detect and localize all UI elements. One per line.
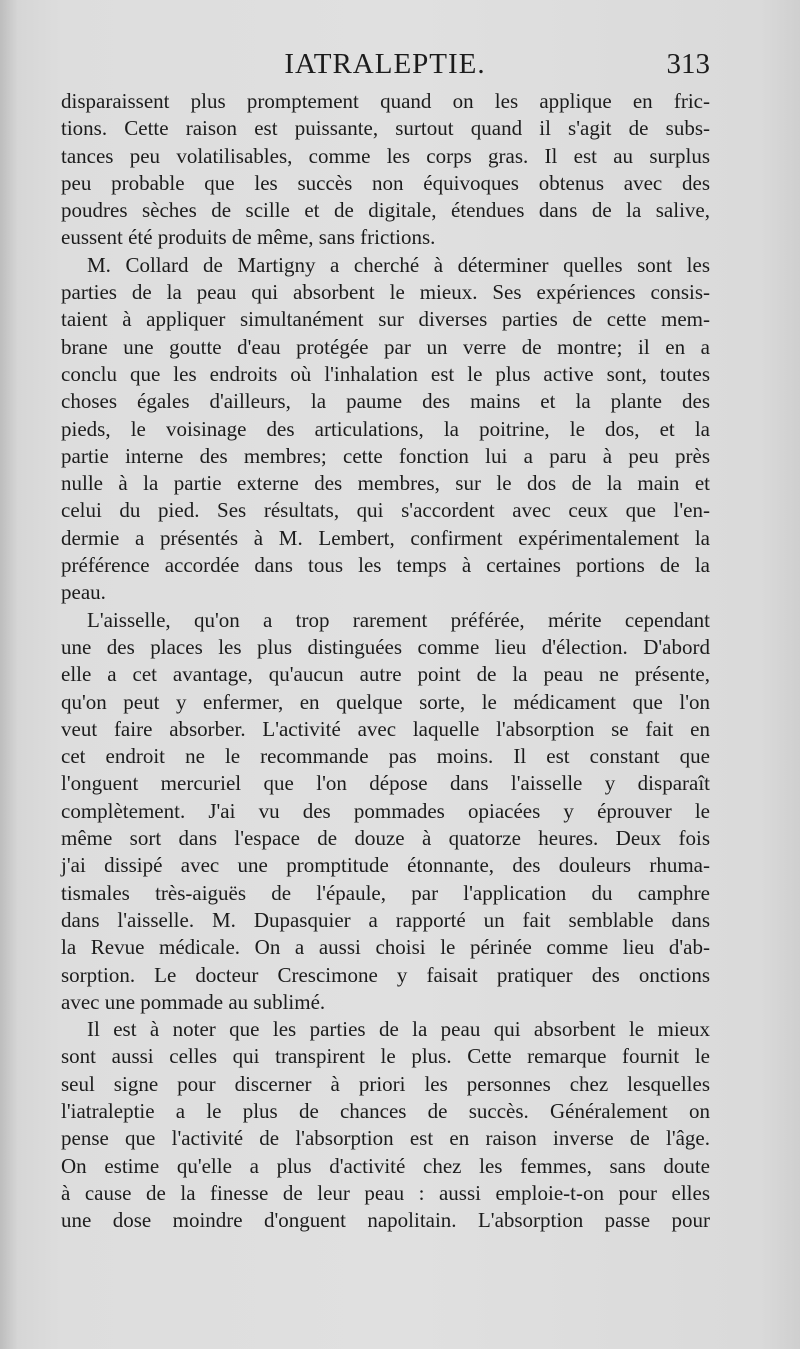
text-line: l'onguent mercuriel que l'on dépose dans l'aisselle y disparaît [61,771,710,796]
body-text [61,88,710,1234]
text-line: cet endroit ne le recommande pas moins. Il est constant que [61,744,710,769]
text-line: tions. Cette raison est puissante, surtout quand il s'agit de subs- [61,116,710,141]
text-line: M. Collard de Martigny a cherché à déterminer quelles sont les [87,252,710,277]
text-line: parties de la peau qui absorbent le mieux. Ses expériences consis- [61,280,710,305]
running-title: IATRALEPTIE. [284,48,486,80]
text-line: tismales très-aiguës de l'épaule, par l'application du camphre [61,880,710,905]
text-line: qu'on peut y enfermer, en quelque sorte, le médicament que l'on [61,689,710,714]
text-line: sont aussi celles qui transpirent le plus. Cette remarque fournit le [61,1044,710,1069]
text-line: disparaissent plus promptement quand on les applique en fric- [61,89,710,113]
text-line: peu probable que les succès non équivoques obtenus avec des [61,170,710,195]
text-line: à cause de la finesse de leur peau : aussi emploie-t-on pour elles [61,1180,710,1205]
running-head [60,48,710,88]
text-line: brane une goutte d'eau protégée par un verre de montre; il en a [61,334,710,359]
text-line: j'ai dissipé avec une promptitude étonnante, des douleurs rhuma- [61,853,710,878]
text-line: préférence accordée dans tous les temps à certaines portions de la [61,553,710,578]
text-line: elle a cet avantage, qu'aucun autre point de la peau ne présente, [61,662,710,687]
text-line: celui du pied. Ses résultats, qui s'accordent avec ceux que l'en- [61,498,710,523]
text-line: eussent été produits de même, sans frictions. [61,225,436,250]
text-line: tances peu volatilisables, comme les corps gras. Il est au surplus [61,143,710,168]
text-line: nulle à la partie externe des membres, sur le dos de la main et [61,471,710,496]
text-line: peau. [61,580,106,605]
text-line: pieds, le voisinage des articulations, la poitrine, le dos, et la [61,416,710,441]
text-line: sorption. Le docteur Crescimone y faisait pratiquer des onctions [61,962,710,987]
text-line: taient à appliquer simultanément sur diverses parties de cette mem- [61,307,710,332]
text-line: Il est à noter que les parties de la peau qui absorbent le mieux [87,1017,710,1042]
text-line: dans l'aisselle. M. Dupasquier a rapporté un fait semblable dans [61,907,710,932]
text-line: veut faire absorber. L'activité avec laquelle l'absorption se fait en [61,716,710,741]
text-line: même sort dans l'espace de douze à quatorze heures. Deux fois [61,826,710,851]
text-line: L'aisselle, qu'on a trop rarement préférée, mérite cependant [87,607,710,632]
text-line: partie interne des membres; cette fonction lui a paru à peu près [61,443,710,468]
text-line: avec une pommade au sublimé. [61,989,326,1014]
text-line: une des places les plus distinguées comme lieu d'élection. D'abord [61,634,710,659]
text-line: une dose moindre d'onguent napolitain. L'absorption passe pour [61,1208,710,1233]
text-line: seul signe pour discerner à priori les personnes chez lesquelles [61,1071,710,1096]
page-number: 313 [666,48,710,80]
text-line: On estime qu'elle a plus d'activité chez les femmes, sans doute [61,1153,710,1178]
text-line: choses égales d'ailleurs, la paume des mains et la plante des [61,389,710,414]
text-line: la Revue médicale. On a aussi choisi le périnée comme lieu d'ab- [61,935,710,960]
text-line: dermie a présentés à M. Lembert, confirment expérimentalement la [61,525,710,550]
text-line: l'iatraleptie a le plus de chances de succès. Généralement on [61,1098,710,1123]
text-line: conclu que les endroits où l'inhalation est le plus active sont, toutes [61,361,710,386]
text-line: complètement. J'ai vu des pommades opiacées y éprouver le [61,798,710,823]
text-line: pense que l'activité de l'absorption est en raison inverse de l'âge. [61,1126,710,1151]
text-line: poudres sèches de scille et de digitale, étendues dans de la salive, [61,198,710,223]
